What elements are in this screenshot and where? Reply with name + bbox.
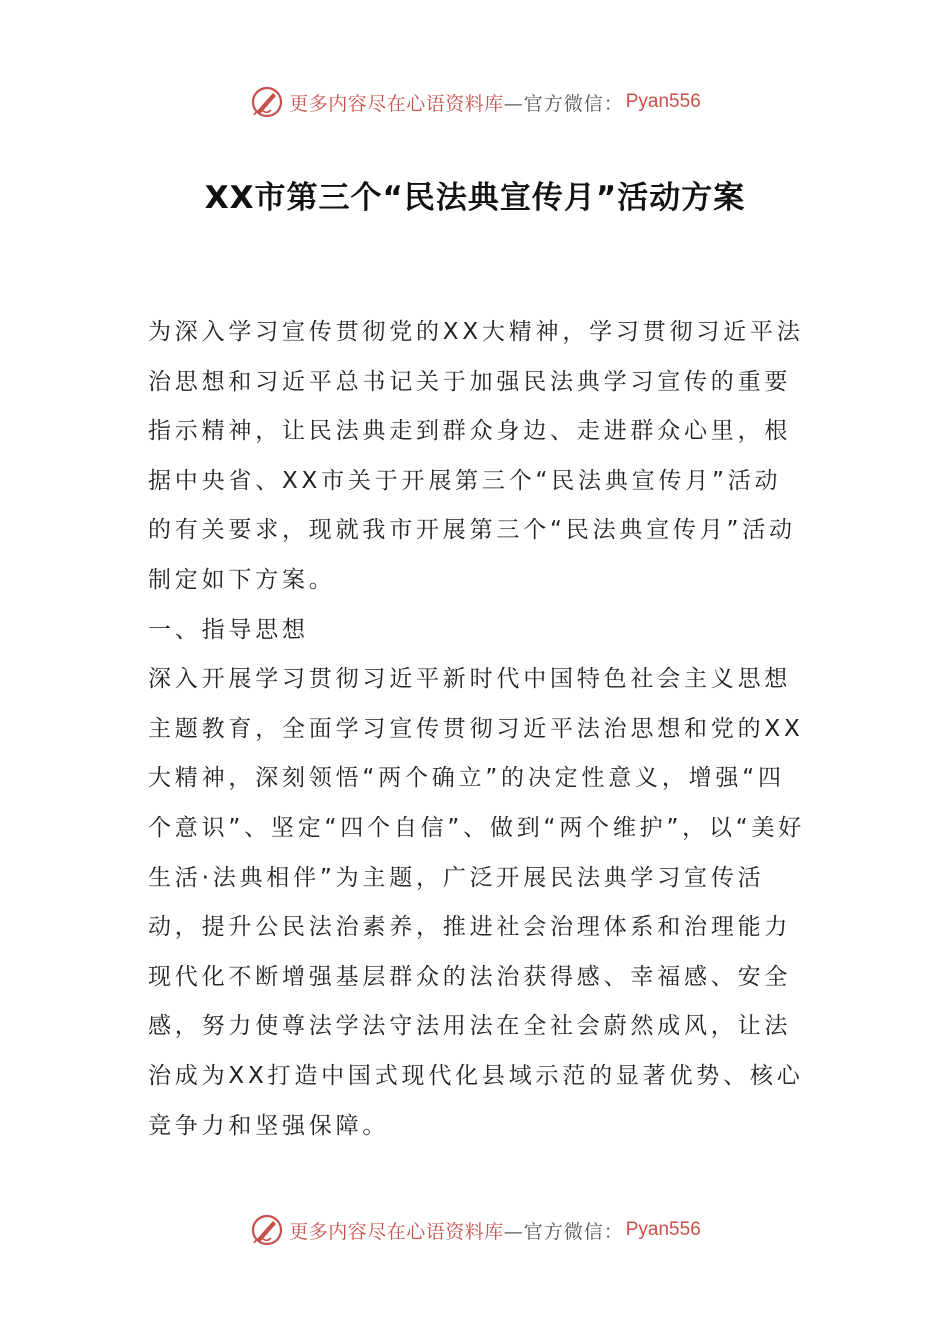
ink-pen-logo-icon — [249, 84, 285, 120]
watermark-wechat-id: Pyan556 — [625, 91, 701, 112]
watermark-brand-text: 更多内容尽在心语资料库 — [289, 1220, 504, 1243]
watermark-brand-text: 更多内容尽在心语资料库 — [289, 92, 504, 115]
watermark-contact-text: —官方微信： — [503, 92, 624, 115]
document-title: XX市第三个“民法典宣传月”活动方案 — [204, 180, 746, 216]
guiding-ideology-paragraph: 深入开展学习贯彻习近平新时代中国特色社会主义思想主题教育，全面学习宣传贯彻习近平法治思想和党的XX大精神，深刻领悟“两个确立”的决定性意义，增强“四个意识”、坚定“四个自信”、做到“两个维护”，以“美好生活·法典相伴”为主题，广泛开展民法典学习宣传活动，提升公民法治素养，推进社会治理体系和治理能力现代化不断增强基层群众的法治获得感、幸福感、安全感，努力使尊法学法守法用法在全社会蔚然成风，让法治成为XX打造中国式现代化县域示范的显著优势、核心竞争力和坚强保障。 — [148, 666, 806, 1139]
watermark-contact-text: —官方微信： — [503, 1220, 624, 1243]
section-heading-guiding-ideology: 一、指导思想 — [148, 616, 309, 643]
ink-pen-logo-icon — [249, 1212, 285, 1248]
document-body — [148, 308, 808, 1151]
watermark-banner-bottom — [0, 1210, 950, 1250]
watermark-wechat-id: Pyan556 — [625, 1219, 701, 1240]
watermark-banner-top — [0, 82, 950, 122]
intro-paragraph: 为深入学习宣传贯彻党的XX大精神，学习贯彻习近平法治思想和习近平总书记关于加强民法典学习宣传的重要指示精神，让民法典走到群众身边、走进群众心里，根据中央省、XX市关于开展第三个“民法典宣传月”活动的有关要求，现就我市开展第三个“民法典宣传月”活动制定如下方案。 — [148, 319, 804, 593]
